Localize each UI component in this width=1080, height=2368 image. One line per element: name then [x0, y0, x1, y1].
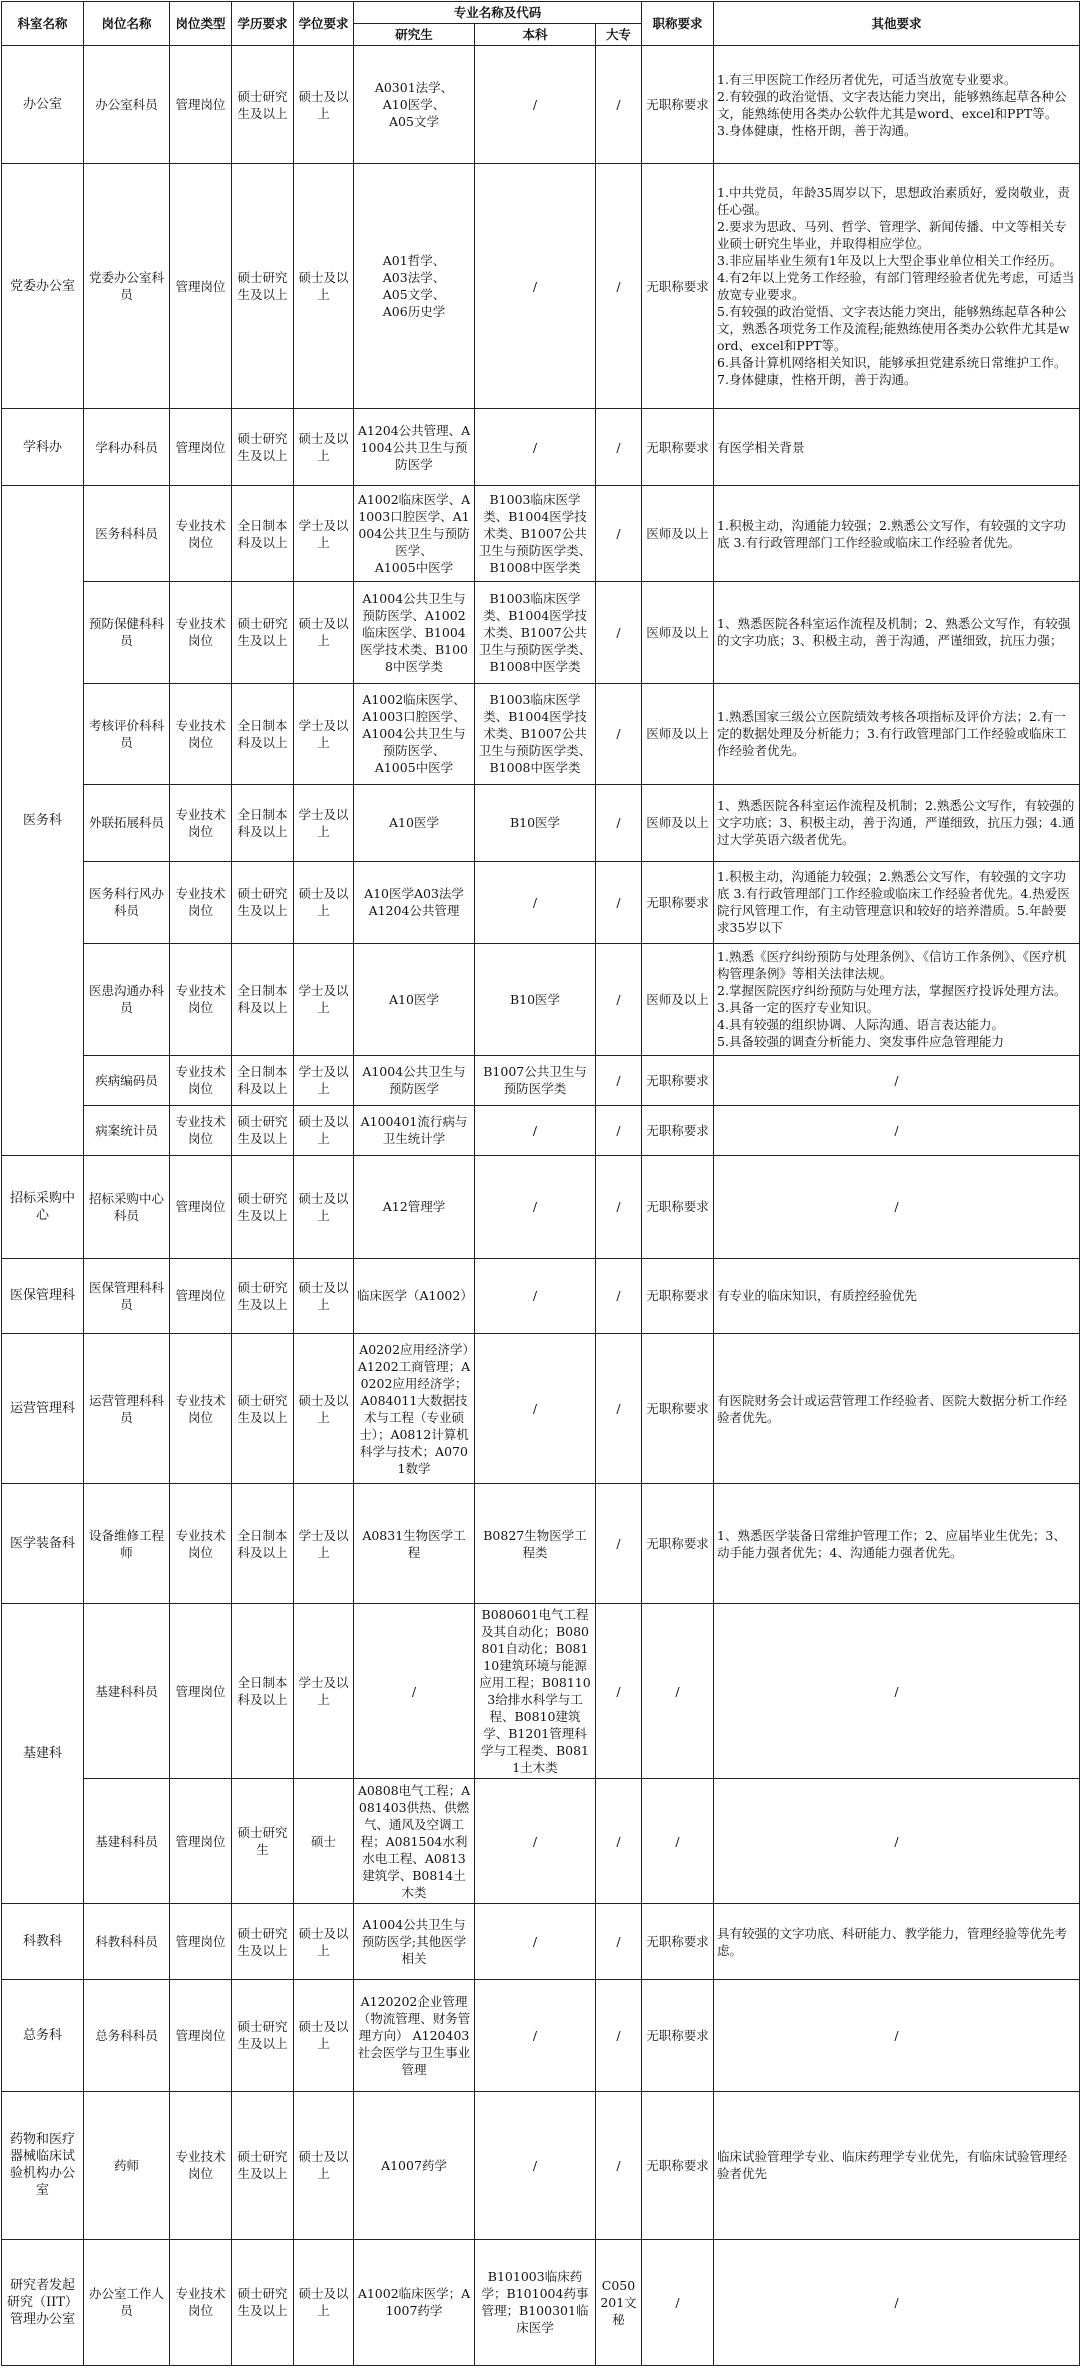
cell-undergrad: B1003临床医学类、B1004医学技术类、B1007公共卫生与预防医学类、 B1008中医学类 — [475, 486, 596, 582]
table-row — [2, 582, 1080, 683]
cell-type: 专业技术岗位 — [170, 2239, 232, 2365]
cell-degree: 硕士及以上 — [294, 1904, 354, 1979]
table-header — [2, 2, 1080, 46]
table-row — [2, 2239, 1080, 2365]
cell-grad: A1204公共管理、A1004公共卫生与预防医学 — [354, 409, 475, 486]
cell-undergrad: / — [475, 2091, 596, 2239]
cell-college: / — [596, 1779, 642, 1904]
cell-type: 管理岗位 — [170, 1979, 232, 2091]
cell-type: 专业技术岗位 — [170, 943, 232, 1055]
cell-college: / — [596, 683, 642, 784]
table-row — [2, 784, 1080, 861]
table-row — [2, 1484, 1080, 1604]
cell-dept: 办公室 — [2, 46, 84, 164]
cell-college: / — [596, 1055, 642, 1105]
cell-grad: A01哲学、 A03法学、 A05文学、 A06历史学 — [354, 164, 475, 409]
cell-post: 学科办科员 — [84, 409, 170, 486]
table-row — [2, 486, 1080, 582]
table-row — [2, 1604, 1080, 1779]
cell-title: 无职称要求 — [642, 46, 714, 164]
cell-college: / — [596, 1979, 642, 2091]
cell-college: / — [596, 486, 642, 582]
cell-post: 医保管理科科员 — [84, 1258, 170, 1333]
header-dept: 科室名称 — [2, 2, 84, 46]
cell-post: 预防保健科科员 — [84, 582, 170, 683]
cell-title: 无职称要求 — [642, 1484, 714, 1604]
cell-college: / — [596, 1604, 642, 1779]
cell-grad: A0202应用经济学）A1202工商管理；A0202应用经济学；A084011大数据技术与工程（专业硕士）；A0812计算机科学与技术；A0701数学 — [354, 1334, 475, 1484]
cell-college: / — [596, 943, 642, 1055]
cell-type: 专业技术岗位 — [170, 784, 232, 861]
cell-other: / — [714, 2239, 1080, 2365]
cell-degree: 硕士及以上 — [294, 582, 354, 683]
cell-title: 医师及以上 — [642, 486, 714, 582]
cell-type: 专业技术岗位 — [170, 582, 232, 683]
cell-type: 管理岗位 — [170, 1904, 232, 1979]
table-row — [2, 861, 1080, 943]
header-major-group: 专业名称及代码 — [354, 2, 642, 24]
cell-edu: 硕士研究生及以上 — [232, 1155, 294, 1258]
cell-post: 医务科科员 — [84, 486, 170, 582]
cell-undergrad: B1003临床医学类、B1004医学技术类、B1007公共卫生与预防医学类、 B1008中医学类 — [475, 582, 596, 683]
cell-type: 管理岗位 — [170, 409, 232, 486]
cell-grad: A1002临床医学、 A1003口腔医学、 A1004公共卫生与预防医学、 A1005中医学 — [354, 683, 475, 784]
cell-edu: 全日制本科及以上 — [232, 1484, 294, 1604]
table-row — [2, 1979, 1080, 2091]
header-degree: 学位要求 — [294, 2, 354, 46]
cell-post: 外联拓展科员 — [84, 784, 170, 861]
cell-undergrad: / — [475, 1904, 596, 1979]
cell-edu: 全日制本科及以上 — [232, 1604, 294, 1779]
cell-grad: A10医学 — [354, 784, 475, 861]
table-row — [2, 1334, 1080, 1484]
cell-title: / — [642, 1779, 714, 1904]
cell-undergrad: / — [475, 1105, 596, 1155]
cell-type: 专业技术岗位 — [170, 1105, 232, 1155]
cell-type: 专业技术岗位 — [170, 486, 232, 582]
cell-college: / — [596, 46, 642, 164]
cell-college: / — [596, 582, 642, 683]
cell-college: / — [596, 2091, 642, 2239]
cell-other: 1.有三甲医院工作经历者优先，可适当放宽专业要求。 2.有较强的政治觉悟、文字表达能力突出，能够熟练起草各种公文，能熟练使用各类办公软件尤其是word、excel和PPT等。 3.身体健康，性格开朗，善于沟通。 — [714, 46, 1080, 164]
cell-grad: A1004公共卫生与预防医学 — [354, 1055, 475, 1105]
cell-other: / — [714, 1979, 1080, 2091]
cell-grad: A0808电气工程；A081403供热、供燃气、通风及空调工程；A081504水利水电工程、A0813建筑学、B0814土木类 — [354, 1779, 475, 1904]
cell-edu: 全日制本科及以上 — [232, 943, 294, 1055]
cell-post: 招标采购中心科员 — [84, 1155, 170, 1258]
cell-undergrad: B10医学 — [475, 784, 596, 861]
cell-other: 1、熟悉医院各科室运作流程及机制；2、熟悉公文写作，有较强的文字功底；3、积极主动，善于沟通，严谨细致，抗压力强； — [714, 582, 1080, 683]
cell-undergrad: / — [475, 164, 596, 409]
cell-edu: 全日制本科及以上 — [232, 486, 294, 582]
cell-type: 专业技术岗位 — [170, 861, 232, 943]
cell-grad: A1004公共卫生与预防医学、A1002临床医学、B1004医学技术类、B1008中医学类 — [354, 582, 475, 683]
cell-post: 疾病编码员 — [84, 1055, 170, 1105]
cell-undergrad: B080601电气工程及其自动化；B080801自动化；B08110建筑环境与能源应用工程；B081103给排水科学与工程、B0810建筑学、B1201管理科学与工程类、B0811土木类 — [475, 1604, 596, 1779]
cell-title: 无职称要求 — [642, 1155, 714, 1258]
cell-title: 无职称要求 — [642, 409, 714, 486]
cell-degree: 硕士及以上 — [294, 1258, 354, 1333]
cell-edu: 硕士研究生及以上 — [232, 582, 294, 683]
cell-grad: A1002临床医学、A1003口腔医学、A1004公共卫生与预防医学、 A1005中医学 — [354, 486, 475, 582]
cell-college: / — [596, 1334, 642, 1484]
cell-type: 专业技术岗位 — [170, 683, 232, 784]
cell-grad: A0301法学、 A10医学、 A05文学 — [354, 46, 475, 164]
table-row — [2, 683, 1080, 784]
cell-degree: 学士及以上 — [294, 784, 354, 861]
cell-edu: 硕士研究生及以上 — [232, 409, 294, 486]
header-post: 岗位名称 — [84, 2, 170, 46]
cell-other: / — [714, 1604, 1080, 1779]
cell-dept: 党委办公室 — [2, 164, 84, 409]
cell-undergrad: / — [475, 46, 596, 164]
cell-undergrad: B0827生物医学工程类 — [475, 1484, 596, 1604]
cell-grad: A10医学 — [354, 943, 475, 1055]
header-title: 职称要求 — [642, 2, 714, 46]
cell-title: 无职称要求 — [642, 1334, 714, 1484]
cell-type: 管理岗位 — [170, 164, 232, 409]
cell-post: 设备维修工程师 — [84, 1484, 170, 1604]
cell-undergrad: / — [475, 1979, 596, 2091]
cell-type: 专业技术岗位 — [170, 2091, 232, 2239]
cell-edu: 硕士研究生及以上 — [232, 861, 294, 943]
cell-grad: A120202企业管理（物流管理、财务管理方向） A120403社会医学与卫生事业管理 — [354, 1979, 475, 2091]
cell-grad: A12管理学 — [354, 1155, 475, 1258]
cell-post: 运营管理科科员 — [84, 1334, 170, 1484]
cell-dept: 医务科 — [2, 486, 84, 1156]
cell-edu: 硕士研究生及以上 — [232, 1334, 294, 1484]
cell-degree: 学士及以上 — [294, 1484, 354, 1604]
cell-degree: 学士及以上 — [294, 943, 354, 1055]
cell-post: 考核评价科科员 — [84, 683, 170, 784]
cell-degree: 硕士及以上 — [294, 1105, 354, 1155]
cell-grad: A1002临床医学；A1007药学 — [354, 2239, 475, 2365]
cell-degree: 学士及以上 — [294, 1055, 354, 1105]
cell-dept: 研究者发起研究（IIT）管理办公室 — [2, 2239, 84, 2365]
cell-title: 无职称要求 — [642, 861, 714, 943]
cell-edu: 硕士研究生及以上 — [232, 1105, 294, 1155]
recruitment-table-page — [1, 1, 1079, 2366]
cell-degree: 硕士及以上 — [294, 1979, 354, 2091]
cell-degree: 硕士 — [294, 1779, 354, 1904]
cell-edu: 硕士研究生及以上 — [232, 2239, 294, 2365]
cell-edu: 硕士研究生及以上 — [232, 164, 294, 409]
recruitment-table — [1, 1, 1080, 2366]
cell-college: / — [596, 1484, 642, 1604]
table-row — [2, 1779, 1080, 1904]
cell-degree: 硕士及以上 — [294, 2091, 354, 2239]
cell-post: 医患沟通办科员 — [84, 943, 170, 1055]
cell-degree: 硕士及以上 — [294, 2239, 354, 2365]
cell-dept: 总务科 — [2, 1979, 84, 2091]
cell-degree: 硕士及以上 — [294, 1155, 354, 1258]
cell-dept: 学科办 — [2, 409, 84, 486]
table-row — [2, 46, 1080, 164]
cell-dept: 药物和医疗器械临床试验机构办公室 — [2, 2091, 84, 2239]
cell-type: 管理岗位 — [170, 1155, 232, 1258]
cell-type: 管理岗位 — [170, 46, 232, 164]
cell-title: 医师及以上 — [642, 943, 714, 1055]
cell-edu: 硕士研究生及以上 — [232, 1979, 294, 2091]
cell-title: 无职称要求 — [642, 164, 714, 409]
cell-dept: 基建科 — [2, 1604, 84, 1904]
cell-college: / — [596, 1105, 642, 1155]
cell-type: 管理岗位 — [170, 1779, 232, 1904]
cell-grad: 临床医学（A1002） — [354, 1258, 475, 1333]
cell-title: 医师及以上 — [642, 683, 714, 784]
table-row — [2, 1904, 1080, 1979]
cell-dept: 医学装备科 — [2, 1484, 84, 1604]
cell-other: / — [714, 1105, 1080, 1155]
cell-post: 基建科科员 — [84, 1779, 170, 1904]
cell-edu: 硕士研究生及以上 — [232, 46, 294, 164]
cell-grad: A10医学A03法学 A1204公共管理 — [354, 861, 475, 943]
cell-post: 党委办公室科员 — [84, 164, 170, 409]
cell-college: / — [596, 409, 642, 486]
cell-edu: 全日制本科及以上 — [232, 784, 294, 861]
cell-undergrad: B1003临床医学类、B1004医学技术类、B1007公共卫生与预防医学类、 B1008中医学类 — [475, 683, 596, 784]
cell-college: / — [596, 1904, 642, 1979]
cell-undergrad: / — [475, 861, 596, 943]
table-row — [2, 1055, 1080, 1105]
cell-title: 无职称要求 — [642, 1055, 714, 1105]
cell-title: / — [642, 2239, 714, 2365]
table-row — [2, 1258, 1080, 1333]
cell-degree: 硕士及以上 — [294, 1334, 354, 1484]
table-row — [2, 409, 1080, 486]
cell-edu: 全日制本科及以上 — [232, 683, 294, 784]
table-row — [2, 943, 1080, 1055]
cell-post: 科教科科员 — [84, 1904, 170, 1979]
cell-other: 有医院财务会计或运营管理工作经验者、医院大数据分析工作经验者优先。 — [714, 1334, 1080, 1484]
cell-undergrad: / — [475, 409, 596, 486]
cell-degree: 学士及以上 — [294, 683, 354, 784]
cell-post: 基建科科员 — [84, 1604, 170, 1779]
cell-college: / — [596, 784, 642, 861]
table-body — [2, 46, 1080, 2366]
cell-degree: 硕士及以上 — [294, 46, 354, 164]
cell-post: 办公室工作人员 — [84, 2239, 170, 2365]
cell-undergrad: / — [475, 1258, 596, 1333]
cell-other: 有医学相关背景 — [714, 409, 1080, 486]
cell-other: 1、熟悉医院各科室运作流程及机制；2.熟悉公文写作，有较强的文字功底；3、积极主动，善于沟通，严谨细致，抗压力强；4.通过大学英语六级者优先。 — [714, 784, 1080, 861]
cell-degree: 学士及以上 — [294, 486, 354, 582]
cell-title: / — [642, 1604, 714, 1779]
cell-type: 管理岗位 — [170, 1258, 232, 1333]
cell-college: / — [596, 1155, 642, 1258]
cell-title: 无职称要求 — [642, 1105, 714, 1155]
cell-edu: 硕士研究生及以上 — [232, 1258, 294, 1333]
cell-college: / — [596, 861, 642, 943]
cell-post: 病案统计员 — [84, 1105, 170, 1155]
cell-title: 无职称要求 — [642, 1979, 714, 2091]
table-row — [2, 1105, 1080, 1155]
cell-post: 药师 — [84, 2091, 170, 2239]
cell-edu: 全日制本科及以上 — [232, 1055, 294, 1105]
cell-grad: A100401流行病与卫生统计学 — [354, 1105, 475, 1155]
cell-other: 有专业的临床知识，有质控经验优先 — [714, 1258, 1080, 1333]
cell-college: / — [596, 1258, 642, 1333]
cell-grad: A1004公共卫生与预防医学;其他医学相关 — [354, 1904, 475, 1979]
header-edu: 学历要求 — [232, 2, 294, 46]
cell-other: 1.积极主动，沟通能力较强；2.熟悉公文写作，有较强的文字功底 3.有行政管理部门工作经验或临床工作经验者优先。 — [714, 486, 1080, 582]
cell-other: 临床试验管理学专业、临床药理学专业优先，有临床试验管理经验者优先 — [714, 2091, 1080, 2239]
cell-edu: 硕士研究生及以上 — [232, 2091, 294, 2239]
cell-degree: 硕士及以上 — [294, 861, 354, 943]
cell-undergrad: B101003临床药学；B101004药事管理；B100301临床医学 — [475, 2239, 596, 2365]
cell-post: 总务科科员 — [84, 1979, 170, 2091]
cell-undergrad: / — [475, 1779, 596, 1904]
cell-post: 医务科行风办科员 — [84, 861, 170, 943]
cell-type: 专业技术岗位 — [170, 1484, 232, 1604]
cell-other: 1.熟悉《医疗纠纷预防与处理条例》、《信访工作条例》、《医疗机构管理条例》等相关法律法规。 2.掌握医院医疗纠纷预防与处理方法，掌握医疗投诉处理方法。 3.具备一定的医疗专业知识。 4.具有较强的组织协调、人际沟通、语言表达能力。 5.具备较强的调查分析能力、突发事件应急管理能力 — [714, 943, 1080, 1055]
cell-other: 1.积极主动，沟通能力较强；2.熟悉公文写作，有较强的文字功底 3.有行政管理部门工作经验或临床工作经验者优先。4.热爱医院行风管理工作，有主动管理意识和较好的培养潜质。5.年龄要求35岁以下 — [714, 861, 1080, 943]
cell-undergrad: B10医学 — [475, 943, 596, 1055]
cell-dept: 医保管理科 — [2, 1258, 84, 1333]
header-type: 岗位类型 — [170, 2, 232, 46]
cell-other: / — [714, 1055, 1080, 1105]
cell-post: 办公室科员 — [84, 46, 170, 164]
cell-other: 1.中共党员，年龄35周岁以下，思想政治素质好，爱岗敬业，责任心强。 2.要求为思政、马列、哲学、管理学、新闻传播、中文等相关专业硕士研究生毕业，并取得相应学位。 3.非应届毕业生须有1年及以上大型企事业单位相关工作经历。 4.有2年以上党务工作经验，有部门管理经验者优先考虑，可适当放宽专业要求。 5.有较强的政治觉悟、文字表达能力突出，能够熟练起草各种公文，熟悉各项党务工作及流程;能熟练使用各类办公软件尤其是word、excel和PPT等。 6.具备计算机网络相关知识，能够承担党建系统日常维护工作。 7.身体健康，性格开朗，善于沟通。 — [714, 164, 1080, 409]
cell-undergrad: / — [475, 1155, 596, 1258]
cell-undergrad: / — [475, 1334, 596, 1484]
header-other: 其他要求 — [714, 2, 1080, 46]
cell-other: / — [714, 1779, 1080, 1904]
cell-edu: 硕士研究生 — [232, 1779, 294, 1904]
cell-college: / — [596, 164, 642, 409]
cell-college: C050201文秘 — [596, 2239, 642, 2365]
cell-grad: / — [354, 1604, 475, 1779]
cell-type: 专业技术岗位 — [170, 1055, 232, 1105]
cell-other: 1、熟悉医学装备日常维护管理工作；2、应届毕业生优先；3、动手能力强者优先；4、沟通能力强者优先。 — [714, 1484, 1080, 1604]
cell-edu: 硕士研究生及以上 — [232, 1904, 294, 1979]
cell-title: 无职称要求 — [642, 1904, 714, 1979]
header-grad: 研究生 — [354, 24, 475, 46]
table-row — [2, 1155, 1080, 1258]
cell-type: 专业技术岗位 — [170, 1334, 232, 1484]
cell-degree: 硕士及以上 — [294, 409, 354, 486]
cell-other: 具有较强的文字功底、科研能力、教学能力，管理经验等优先考虑。 — [714, 1904, 1080, 1979]
cell-type: 管理岗位 — [170, 1604, 232, 1779]
cell-dept: 招标采购中心 — [2, 1155, 84, 1258]
header-undergrad: 本科 — [475, 24, 596, 46]
header-college: 大专 — [596, 24, 642, 46]
cell-title: 医师及以上 — [642, 582, 714, 683]
table-row — [2, 2091, 1080, 2239]
cell-dept: 科教科 — [2, 1904, 84, 1979]
cell-undergrad: B1007公共卫生与预防医学类 — [475, 1055, 596, 1105]
cell-title: 无职称要求 — [642, 2091, 714, 2239]
cell-other: / — [714, 1155, 1080, 1258]
cell-grad: A1007药学 — [354, 2091, 475, 2239]
cell-dept: 运营管理科 — [2, 1334, 84, 1484]
cell-title: 无职称要求 — [642, 1258, 714, 1333]
table-row — [2, 164, 1080, 409]
cell-title: 医师及以上 — [642, 784, 714, 861]
cell-degree: 硕士及以上 — [294, 164, 354, 409]
cell-other: 1.熟悉国家三级公立医院绩效考核各项指标及评价方法；2.有一定的数据处理及分析能力；3.有行政管理部门工作经验或临床工作经验者优先。 — [714, 683, 1080, 784]
cell-grad: A0831生物医学工程 — [354, 1484, 475, 1604]
cell-degree: 学士及以上 — [294, 1604, 354, 1779]
